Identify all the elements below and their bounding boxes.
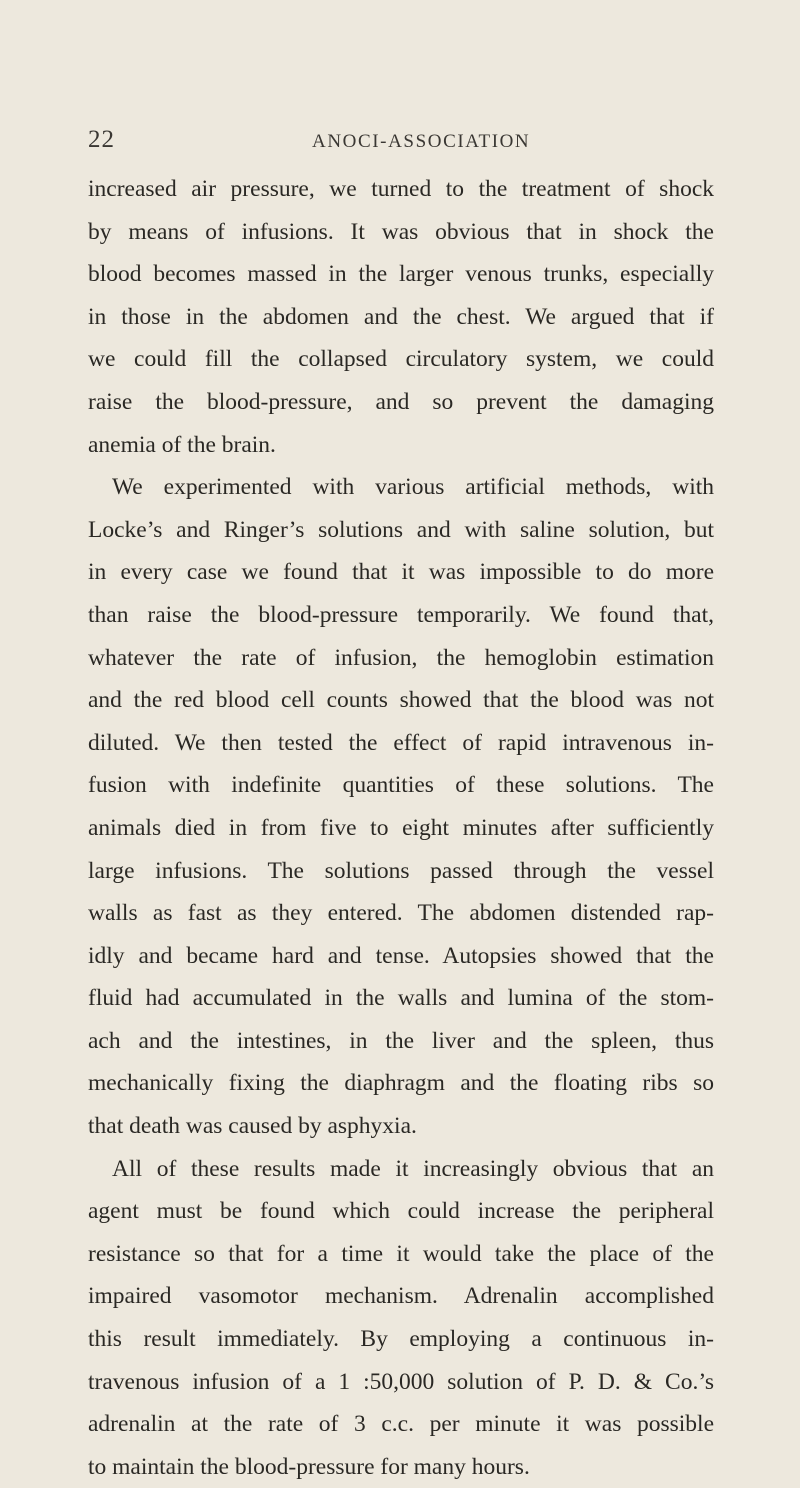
text-line: mechanically fixing the diaphragm and the floating ribs so: [88, 1070, 714, 1097]
text-line: diluted. We then tested the effect of rapid intravenous in-: [88, 729, 714, 756]
running-head: [0, 126, 800, 166]
text-line: in every case we found that it was impossible to do more: [88, 559, 714, 586]
body-text: [88, 168, 714, 1488]
text-line: fusion with indefinite quantities of these solutions. The: [88, 772, 714, 799]
text-line: to maintain the blood-pressure for many hours.: [88, 1453, 530, 1480]
text-line: and the red blood cell counts showed that the blood was not: [88, 687, 714, 714]
running-title: ANOCI-ASSOCIATION: [312, 131, 531, 152]
text-line: raise the blood-pressure, and so prevent the damaging: [88, 388, 714, 415]
text-line: by means of infusions. It was obvious that in shock the: [88, 218, 714, 245]
text-line: impaired vasomotor mechanism. Adrenalin accomplished: [88, 1283, 714, 1310]
text-line: walls as fast as they entered. The abdomen distended rap-: [88, 900, 714, 927]
text-line: blood becomes massed in the larger venous trunks, especially: [88, 261, 714, 288]
text-line: All of these results made it increasingly obvious that an: [112, 1155, 714, 1182]
text-line: we could fill the collapsed circulatory system, we could: [88, 346, 714, 373]
text-line: travenous infusion of a 1 :50,000 solution of P. D. & Co.’s: [88, 1368, 714, 1395]
text-line: adrenalin at the rate of 3 c.c. per minute it was possible: [88, 1411, 714, 1438]
text-line: this result immediately. By employing a continuous in-: [88, 1326, 714, 1353]
text-line: than raise the blood-pressure temporarily. We found that,: [88, 601, 714, 628]
text-line: resistance so that for a time it would take the place of the: [88, 1240, 714, 1267]
text-line: We experimented with various artificial methods, with: [112, 474, 714, 501]
text-line: in those in the abdomen and the chest. We argued that if: [88, 303, 714, 330]
text-line: large infusions. The solutions passed through the vessel: [88, 857, 714, 884]
page-number: 22: [88, 126, 115, 153]
text-line: increased air pressure, we turned to the treatment of shock: [88, 176, 714, 202]
text-line: agent must be found which could increase the peripheral: [88, 1198, 714, 1225]
text-line: whatever the rate of infusion, the hemoglobin estimation: [88, 644, 714, 671]
text-line: ach and the intestines, in the liver and the spleen, thus: [88, 1027, 714, 1054]
text-line: idly and became hard and tense. Autopsies showed that the: [88, 942, 714, 969]
text-line: animals died in from five to eight minutes after sufficiently: [88, 814, 714, 841]
text-line: anemia of the brain.: [88, 431, 276, 458]
text-line: that death was caused by asphyxia.: [88, 1113, 417, 1140]
text-line: Locke’s and Ringer’s solutions and with saline solution, but: [88, 516, 714, 543]
text-line: fluid had accumulated in the walls and lumina of the stom-: [88, 985, 714, 1012]
